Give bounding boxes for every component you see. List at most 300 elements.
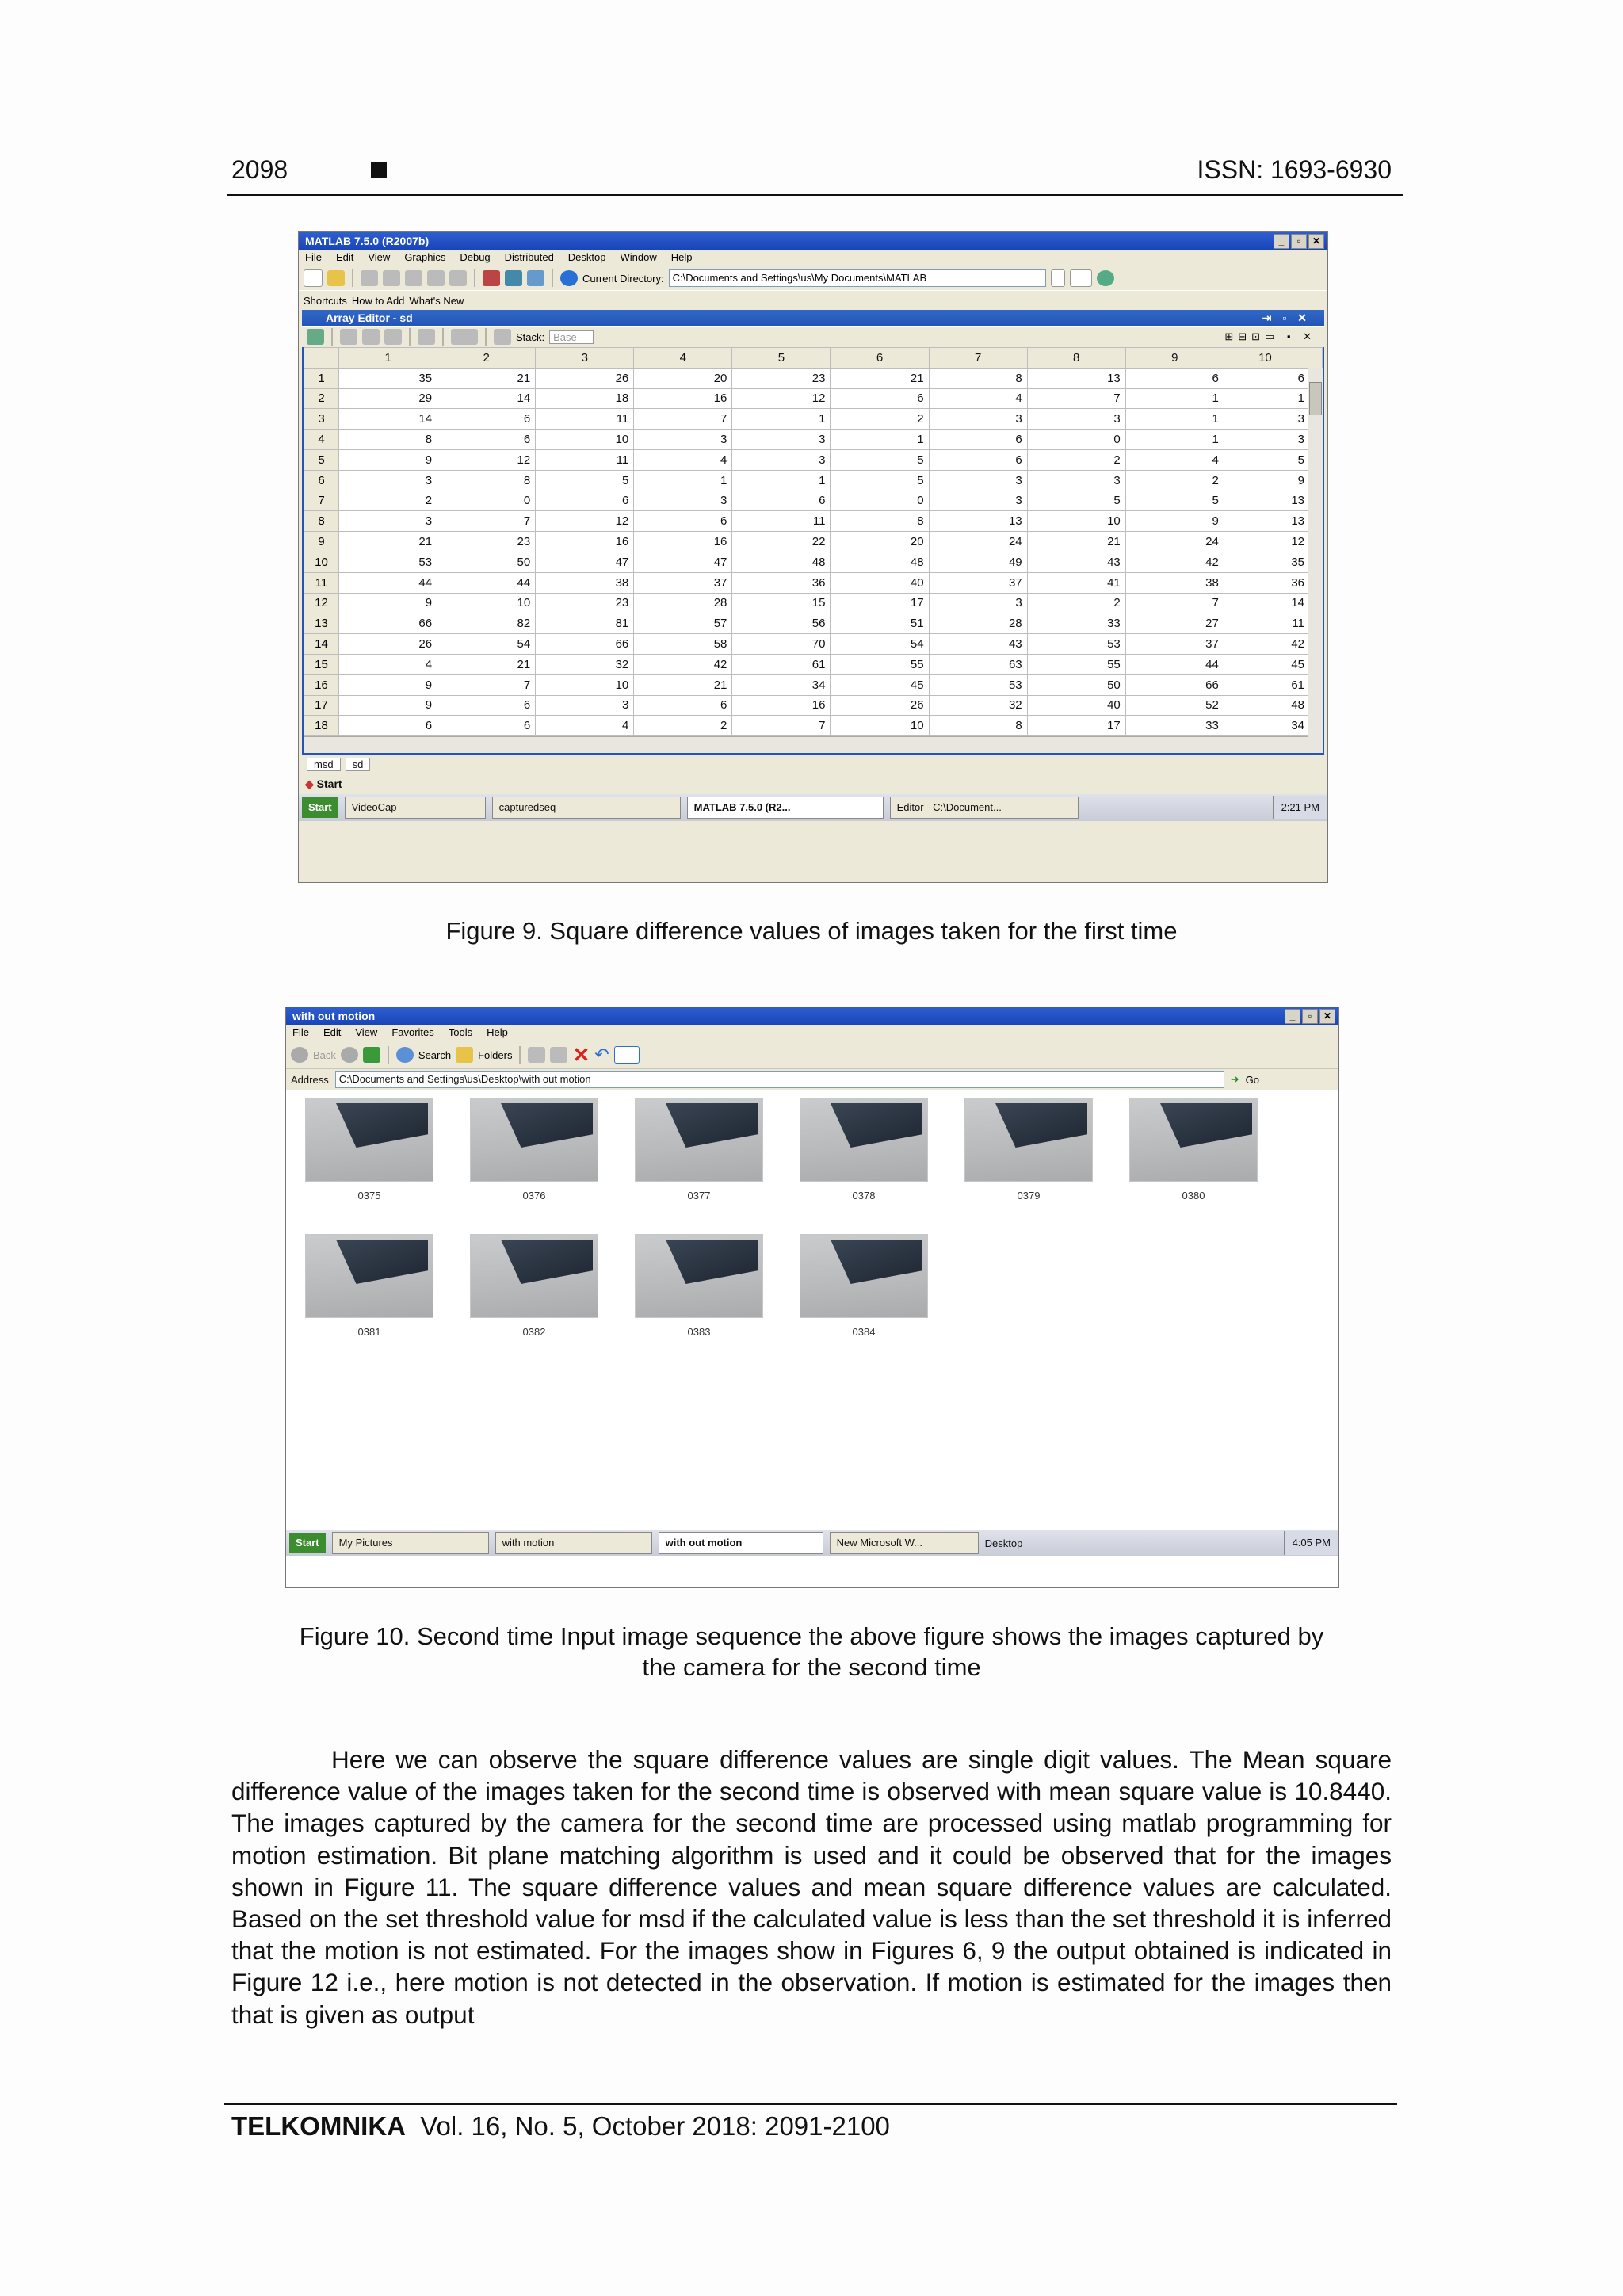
table-cell[interactable]: 1 [1224, 388, 1322, 409]
table-cell[interactable]: 63 [929, 654, 1027, 674]
menu-view[interactable]: View [355, 1026, 378, 1038]
thumbnail-item[interactable] [302, 1098, 437, 1201]
row-header[interactable]: 5 [304, 449, 339, 470]
table-cell[interactable]: 3 [1027, 409, 1125, 430]
maximize-icon[interactable]: ▫ [1302, 1009, 1318, 1024]
thumbnail-item[interactable] [961, 1098, 1096, 1201]
table-cell[interactable]: 66 [339, 613, 437, 634]
table-cell[interactable]: 26 [339, 634, 437, 655]
table-cell[interactable]: 20 [634, 368, 732, 388]
table-cell[interactable]: 36 [1224, 572, 1322, 593]
table-cell[interactable]: 23 [437, 532, 536, 552]
row-header[interactable]: 1 [304, 368, 339, 388]
thumbnail-item[interactable] [467, 1098, 601, 1201]
table-cell[interactable]: 5 [1125, 491, 1224, 511]
table-cell[interactable]: 21 [437, 654, 536, 674]
table-cell[interactable]: 44 [339, 572, 437, 593]
table-cell[interactable]: 24 [1125, 532, 1224, 552]
column-header[interactable]: 5 [732, 348, 831, 369]
table-cell[interactable]: 40 [831, 572, 929, 593]
table-cell[interactable]: 26 [536, 368, 634, 388]
table-cell[interactable]: 44 [1125, 654, 1224, 674]
thumbnail-item[interactable] [632, 1098, 766, 1201]
table-cell[interactable]: 20 [831, 532, 929, 552]
table-cell[interactable]: 48 [1224, 695, 1322, 716]
table-cell[interactable]: 28 [634, 593, 732, 613]
stack-select[interactable]: Base [549, 330, 594, 344]
table-cell[interactable]: 61 [732, 654, 831, 674]
table-cell[interactable]: 40 [1027, 695, 1125, 716]
start-button[interactable]: Start [289, 1533, 326, 1553]
table-cell[interactable]: 12 [1224, 532, 1322, 552]
table-cell[interactable]: 37 [929, 572, 1027, 593]
table-cell[interactable]: 11 [1224, 613, 1322, 634]
column-header[interactable]: 9 [1125, 348, 1224, 369]
table-cell[interactable]: 2 [831, 409, 929, 430]
table-cell[interactable]: 4 [536, 716, 634, 736]
table-cell[interactable]: 3 [634, 430, 732, 450]
row-header[interactable]: 3 [304, 409, 339, 430]
table-cell[interactable]: 50 [437, 552, 536, 572]
thumbnail-item[interactable] [467, 1234, 601, 1338]
table-cell[interactable]: 21 [831, 368, 929, 388]
table-cell[interactable]: 7 [732, 716, 831, 736]
table-cell[interactable]: 12 [536, 511, 634, 532]
row-header[interactable]: 13 [304, 613, 339, 634]
column-header[interactable]: 2 [437, 348, 536, 369]
table-cell[interactable]: 14 [339, 409, 437, 430]
menu-distributed[interactable]: Distributed [504, 251, 554, 263]
menu-desktop[interactable]: Desktop [567, 251, 606, 263]
table-cell[interactable]: 35 [339, 368, 437, 388]
table-cell[interactable]: 24 [929, 532, 1027, 552]
table-cell[interactable]: 66 [536, 634, 634, 655]
table-cell[interactable]: 7 [1125, 593, 1224, 613]
move-to-icon[interactable] [528, 1047, 545, 1063]
table-cell[interactable]: 61 [1224, 674, 1322, 695]
table-cell[interactable]: 23 [732, 368, 831, 388]
table-cell[interactable]: 4 [929, 388, 1027, 409]
table-cell[interactable]: 52 [1125, 695, 1224, 716]
table-cell[interactable]: 6 [634, 511, 732, 532]
row-header[interactable]: 2 [304, 388, 339, 409]
table-cell[interactable]: 45 [1224, 654, 1322, 674]
row-header[interactable]: 10 [304, 552, 339, 572]
table-cell[interactable]: 6 [929, 430, 1027, 450]
table-cell[interactable]: 58 [634, 634, 732, 655]
table-cell[interactable]: 6 [732, 491, 831, 511]
table-cell[interactable]: 16 [536, 532, 634, 552]
table-cell[interactable]: 8 [929, 716, 1027, 736]
table-cell[interactable]: 28 [929, 613, 1027, 634]
vertical-scrollbar[interactable] [1308, 368, 1323, 737]
table-cell[interactable]: 1 [1125, 430, 1224, 450]
table-cell[interactable]: 32 [536, 654, 634, 674]
column-header[interactable]: 4 [634, 348, 732, 369]
table-cell[interactable]: 4 [1125, 449, 1224, 470]
table-cell[interactable]: 21 [634, 674, 732, 695]
table-cell[interactable]: 2 [1125, 470, 1224, 491]
menu-view[interactable]: View [368, 251, 391, 263]
task-editor[interactable]: Editor - C:\Document... [890, 797, 1079, 819]
column-header[interactable]: 7 [929, 348, 1027, 369]
table-cell[interactable]: 43 [1027, 552, 1125, 572]
menu-file[interactable]: File [292, 1026, 309, 1038]
task-with-out-motion[interactable]: with out motion [659, 1532, 823, 1554]
row-header[interactable]: 4 [304, 430, 339, 450]
table-cell[interactable]: 34 [1224, 716, 1322, 736]
table-cell[interactable]: 13 [1224, 491, 1322, 511]
task-with-motion[interactable]: with motion [495, 1532, 652, 1554]
table-cell[interactable]: 2 [1027, 449, 1125, 470]
current-directory-field[interactable]: C:\Documents and Settings\us\My Documents\MATLAB [669, 269, 1046, 287]
table-cell[interactable]: 0 [831, 491, 929, 511]
table-cell[interactable]: 13 [929, 511, 1027, 532]
browse-icon[interactable] [1070, 269, 1092, 287]
table-cell[interactable]: 55 [831, 654, 929, 674]
thumbnail-image[interactable] [800, 1098, 928, 1182]
table-cell[interactable]: 53 [339, 552, 437, 572]
table-cell[interactable]: 43 [929, 634, 1027, 655]
table-cell[interactable]: 8 [929, 368, 1027, 388]
table-cell[interactable]: 5 [831, 449, 929, 470]
table-cell[interactable]: 8 [339, 430, 437, 450]
table-cell[interactable]: 11 [732, 511, 831, 532]
table-cell[interactable]: 6 [536, 491, 634, 511]
paste-icon[interactable] [384, 329, 402, 345]
folders-icon[interactable] [456, 1047, 473, 1063]
table-cell[interactable]: 12 [732, 388, 831, 409]
copy-icon[interactable] [362, 329, 380, 345]
thumbnail-image[interactable] [305, 1098, 433, 1182]
tab-sd[interactable]: sd [346, 758, 371, 771]
table-cell[interactable]: 29 [339, 388, 437, 409]
table-cell[interactable]: 3 [634, 491, 732, 511]
table-cell[interactable]: 3 [732, 449, 831, 470]
undo-icon[interactable] [427, 270, 445, 286]
menu-edit[interactable]: Edit [323, 1026, 342, 1038]
table-cell[interactable]: 3 [929, 593, 1027, 613]
table-cell[interactable]: 56 [732, 613, 831, 634]
guide-icon[interactable] [505, 270, 522, 286]
plot-selection-icon[interactable] [451, 329, 478, 345]
table-cell[interactable]: 37 [1125, 634, 1224, 655]
table-cell[interactable]: 35 [1224, 552, 1322, 572]
table-cell[interactable]: 21 [1027, 532, 1125, 552]
table-cell[interactable]: 5 [1027, 491, 1125, 511]
table-cell[interactable]: 3 [732, 430, 831, 450]
table-cell[interactable]: 5 [831, 470, 929, 491]
row-header[interactable]: 7 [304, 491, 339, 511]
row-header[interactable]: 16 [304, 674, 339, 695]
table-cell[interactable]: 3 [1224, 430, 1322, 450]
table-cell[interactable]: 45 [831, 674, 929, 695]
table-cell[interactable]: 6 [831, 388, 929, 409]
table-cell[interactable]: 6 [1224, 368, 1322, 388]
menu-graphics[interactable]: Graphics [404, 251, 446, 263]
close-icon[interactable]: ✕ [1319, 1009, 1335, 1024]
table-cell[interactable]: 3 [339, 470, 437, 491]
table-cell[interactable]: 13 [1027, 368, 1125, 388]
row-header[interactable]: 18 [304, 716, 339, 736]
table-cell[interactable]: 48 [732, 552, 831, 572]
menu-help[interactable]: Help [670, 251, 693, 263]
up-folder-icon[interactable] [363, 1047, 380, 1063]
table-cell[interactable]: 11 [536, 449, 634, 470]
table-cell[interactable]: 15 [732, 593, 831, 613]
table-cell[interactable]: 18 [536, 388, 634, 409]
column-header[interactable]: 6 [831, 348, 929, 369]
open-folder-icon[interactable] [327, 270, 345, 286]
table-cell[interactable]: 6 [437, 695, 536, 716]
table-cell[interactable]: 10 [536, 430, 634, 450]
tab-msd[interactable]: msd [307, 758, 341, 771]
table-cell[interactable]: 42 [1224, 634, 1322, 655]
table-cell[interactable]: 50 [1027, 674, 1125, 695]
back-label[interactable]: Back [313, 1049, 336, 1061]
thumbnail-item[interactable] [796, 1098, 931, 1201]
table-cell[interactable]: 6 [437, 409, 536, 430]
table-cell[interactable]: 1 [732, 409, 831, 430]
table-cell[interactable]: 14 [437, 388, 536, 409]
table-cell[interactable]: 8 [831, 511, 929, 532]
maximize-icon[interactable]: ▫ [1291, 234, 1307, 249]
table-cell[interactable]: 11 [536, 409, 634, 430]
undo-icon[interactable]: ↶ [594, 1045, 609, 1064]
table-cell[interactable]: 22 [732, 532, 831, 552]
chevron-down-icon[interactable] [1051, 269, 1065, 287]
thumbnail-image[interactable] [635, 1098, 763, 1182]
table-cell[interactable]: 66 [1125, 674, 1224, 695]
row-header[interactable]: 12 [304, 593, 339, 613]
table-cell[interactable]: 70 [732, 634, 831, 655]
table-cell[interactable]: 9 [339, 593, 437, 613]
how-to-add-link[interactable]: How to Add [351, 294, 405, 307]
table-cell[interactable]: 10 [831, 716, 929, 736]
task-my-pictures[interactable]: My Pictures [332, 1532, 489, 1554]
table-cell[interactable]: 10 [536, 674, 634, 695]
table-cell[interactable]: 10 [1027, 511, 1125, 532]
minimize-icon[interactable]: _ [1285, 1009, 1300, 1024]
table-cell[interactable]: 53 [1027, 634, 1125, 655]
search-icon[interactable] [396, 1047, 414, 1063]
table-cell[interactable]: 5 [536, 470, 634, 491]
table-cell[interactable]: 7 [437, 511, 536, 532]
table-cell[interactable]: 3 [929, 470, 1027, 491]
profiler-icon[interactable] [527, 270, 544, 286]
table-cell[interactable]: 38 [1125, 572, 1224, 593]
table-cell[interactable]: 3 [929, 491, 1027, 511]
table-cell[interactable]: 8 [437, 470, 536, 491]
table-cell[interactable]: 42 [634, 654, 732, 674]
table-cell[interactable]: 13 [1224, 511, 1322, 532]
row-header[interactable]: 17 [304, 695, 339, 716]
table-cell[interactable]: 54 [831, 634, 929, 655]
table-cell[interactable]: 2 [634, 716, 732, 736]
row-header[interactable]: 15 [304, 654, 339, 674]
whats-new-link[interactable]: What's New [409, 294, 464, 307]
row-header[interactable]: 11 [304, 572, 339, 593]
thumbnail-image[interactable] [470, 1234, 598, 1318]
table-cell[interactable]: 6 [1125, 368, 1224, 388]
table-cell[interactable]: 36 [732, 572, 831, 593]
table-cell[interactable]: 82 [437, 613, 536, 634]
thumbnail-item[interactable] [302, 1234, 437, 1338]
thumbnail-item[interactable] [632, 1234, 766, 1338]
table-cell[interactable]: 7 [437, 674, 536, 695]
matlab-start-button[interactable]: Start [316, 777, 342, 791]
table-cell[interactable]: 21 [339, 532, 437, 552]
column-header[interactable]: 8 [1027, 348, 1125, 369]
folders-label[interactable]: Folders [478, 1049, 513, 1061]
task-videocap[interactable]: VideoCap [345, 797, 486, 819]
minimize-icon[interactable]: _ [1274, 234, 1289, 249]
cut-icon[interactable] [361, 270, 378, 286]
table-cell[interactable]: 5 [1224, 449, 1322, 470]
table-cell[interactable]: 3 [536, 695, 634, 716]
table-cell[interactable]: 4 [339, 654, 437, 674]
task-matlab[interactable]: MATLAB 7.5.0 (R2... [687, 797, 884, 819]
table-cell[interactable]: 34 [732, 674, 831, 695]
table-cell[interactable]: 9 [1224, 470, 1322, 491]
menu-edit[interactable]: Edit [335, 251, 354, 263]
help-icon[interactable] [560, 270, 578, 286]
table-cell[interactable]: 10 [437, 593, 536, 613]
table-cell[interactable]: 38 [536, 572, 634, 593]
thumbnail-item[interactable] [796, 1234, 931, 1338]
table-cell[interactable]: 23 [536, 593, 634, 613]
table-cell[interactable]: 49 [929, 552, 1027, 572]
layout-buttons-icon[interactable]: ⊞⊟⊡▭ ▪ ✕ [1224, 330, 1316, 342]
table-cell[interactable]: 81 [536, 613, 634, 634]
table-cell[interactable]: 1 [732, 470, 831, 491]
table-cell[interactable]: 9 [339, 674, 437, 695]
table-cell[interactable]: 3 [929, 409, 1027, 430]
task-new-microsoft-word[interactable]: New Microsoft W... [830, 1532, 979, 1554]
row-header[interactable]: 9 [304, 532, 339, 552]
table-cell[interactable]: 42 [1125, 552, 1224, 572]
table-cell[interactable]: 33 [1125, 716, 1224, 736]
go-button[interactable]: Go [1245, 1073, 1259, 1086]
views-icon[interactable] [614, 1046, 640, 1064]
table-cell[interactable]: 51 [831, 613, 929, 634]
row-header[interactable]: 8 [304, 511, 339, 532]
menu-tools[interactable]: Tools [448, 1026, 473, 1038]
table-cell[interactable]: 6 [339, 716, 437, 736]
thumbnail-image[interactable] [470, 1098, 598, 1182]
table-cell[interactable]: 47 [634, 552, 732, 572]
copy-to-icon[interactable] [550, 1047, 567, 1063]
table-cell[interactable]: 9 [339, 695, 437, 716]
table-cell[interactable]: 17 [1027, 716, 1125, 736]
table-cell[interactable]: 53 [929, 674, 1027, 695]
table-cell[interactable]: 47 [536, 552, 634, 572]
column-header[interactable]: 10 [1224, 348, 1322, 369]
table-cell[interactable]: 1 [1125, 409, 1224, 430]
table-cell[interactable]: 3 [339, 511, 437, 532]
table-cell[interactable]: 14 [1224, 593, 1322, 613]
import-icon[interactable] [307, 329, 324, 345]
horizontal-scrollbar[interactable] [304, 736, 1323, 753]
thumbnail-image[interactable] [964, 1098, 1093, 1182]
table-cell[interactable]: 12 [437, 449, 536, 470]
table-cell[interactable]: 37 [634, 572, 732, 593]
table-cell[interactable]: 0 [1027, 430, 1125, 450]
delete-icon[interactable]: ✕ [572, 1042, 590, 1067]
redo-icon[interactable] [449, 270, 467, 286]
table-cell[interactable]: 57 [634, 613, 732, 634]
thumbnail-image[interactable] [635, 1234, 763, 1318]
table-cell[interactable]: 1 [831, 430, 929, 450]
table-cell[interactable]: 9 [1125, 511, 1224, 532]
table-cell[interactable]: 55 [1027, 654, 1125, 674]
task-capturedseq[interactable]: capturedseq [492, 797, 681, 819]
table-cell[interactable]: 17 [831, 593, 929, 613]
table-cell[interactable]: 54 [437, 634, 536, 655]
print-icon[interactable] [418, 329, 435, 345]
search-label[interactable]: Search [418, 1049, 452, 1061]
table-cell[interactable]: 2 [1027, 593, 1125, 613]
table-cell[interactable]: 1 [634, 470, 732, 491]
paste-icon[interactable] [405, 270, 422, 286]
row-header[interactable]: 14 [304, 634, 339, 655]
table-cell[interactable]: 33 [1027, 613, 1125, 634]
desktop-toolbar-label[interactable]: Desktop [984, 1537, 1023, 1549]
menu-help[interactable]: Help [487, 1026, 508, 1038]
back-icon[interactable] [291, 1047, 308, 1063]
array-editor-window-controls[interactable]: ⇥▫✕ [1262, 311, 1318, 324]
table-cell[interactable]: 27 [1125, 613, 1224, 634]
thumbnail-image[interactable] [1129, 1098, 1258, 1182]
address-field[interactable]: C:\Documents and Settings\us\Desktop\with out motion [335, 1071, 1224, 1088]
table-cell[interactable]: 3 [1224, 409, 1322, 430]
forward-icon[interactable] [341, 1047, 358, 1063]
table-cell[interactable]: 7 [1027, 388, 1125, 409]
menu-window[interactable]: Window [620, 251, 657, 263]
table-cell[interactable]: 44 [437, 572, 536, 593]
go-arrow-icon[interactable]: ➜ [1230, 1073, 1239, 1085]
delete-icon[interactable] [494, 329, 511, 345]
table-cell[interactable]: 48 [831, 552, 929, 572]
column-header[interactable]: 1 [339, 348, 437, 369]
table-cell[interactable]: 16 [634, 532, 732, 552]
table-cell[interactable]: 7 [634, 409, 732, 430]
table-cell[interactable]: 6 [634, 695, 732, 716]
cut-icon[interactable] [340, 329, 357, 345]
table-cell[interactable]: 32 [929, 695, 1027, 716]
copy-icon[interactable] [383, 270, 400, 286]
new-file-icon[interactable] [304, 269, 323, 287]
close-icon[interactable]: ✕ [1308, 234, 1324, 249]
start-button[interactable]: Start [302, 797, 338, 818]
thumbnail-item[interactable] [1126, 1098, 1261, 1201]
table-cell[interactable]: 26 [831, 695, 929, 716]
table-cell[interactable]: 41 [1027, 572, 1125, 593]
table-cell[interactable]: 4 [634, 449, 732, 470]
table-cell[interactable]: 16 [732, 695, 831, 716]
table-cell[interactable]: 6 [437, 716, 536, 736]
go-up-icon[interactable] [1097, 270, 1114, 286]
table-cell[interactable]: 6 [437, 430, 536, 450]
row-header[interactable]: 6 [304, 470, 339, 491]
table-cell[interactable]: 9 [339, 449, 437, 470]
table-cell[interactable]: 2 [339, 491, 437, 511]
menu-favorites[interactable]: Favorites [391, 1026, 434, 1038]
table-cell[interactable]: 1 [1125, 388, 1224, 409]
table-cell[interactable]: 21 [437, 368, 536, 388]
table-cell[interactable]: 0 [437, 491, 536, 511]
simulink-icon[interactable] [483, 270, 500, 286]
